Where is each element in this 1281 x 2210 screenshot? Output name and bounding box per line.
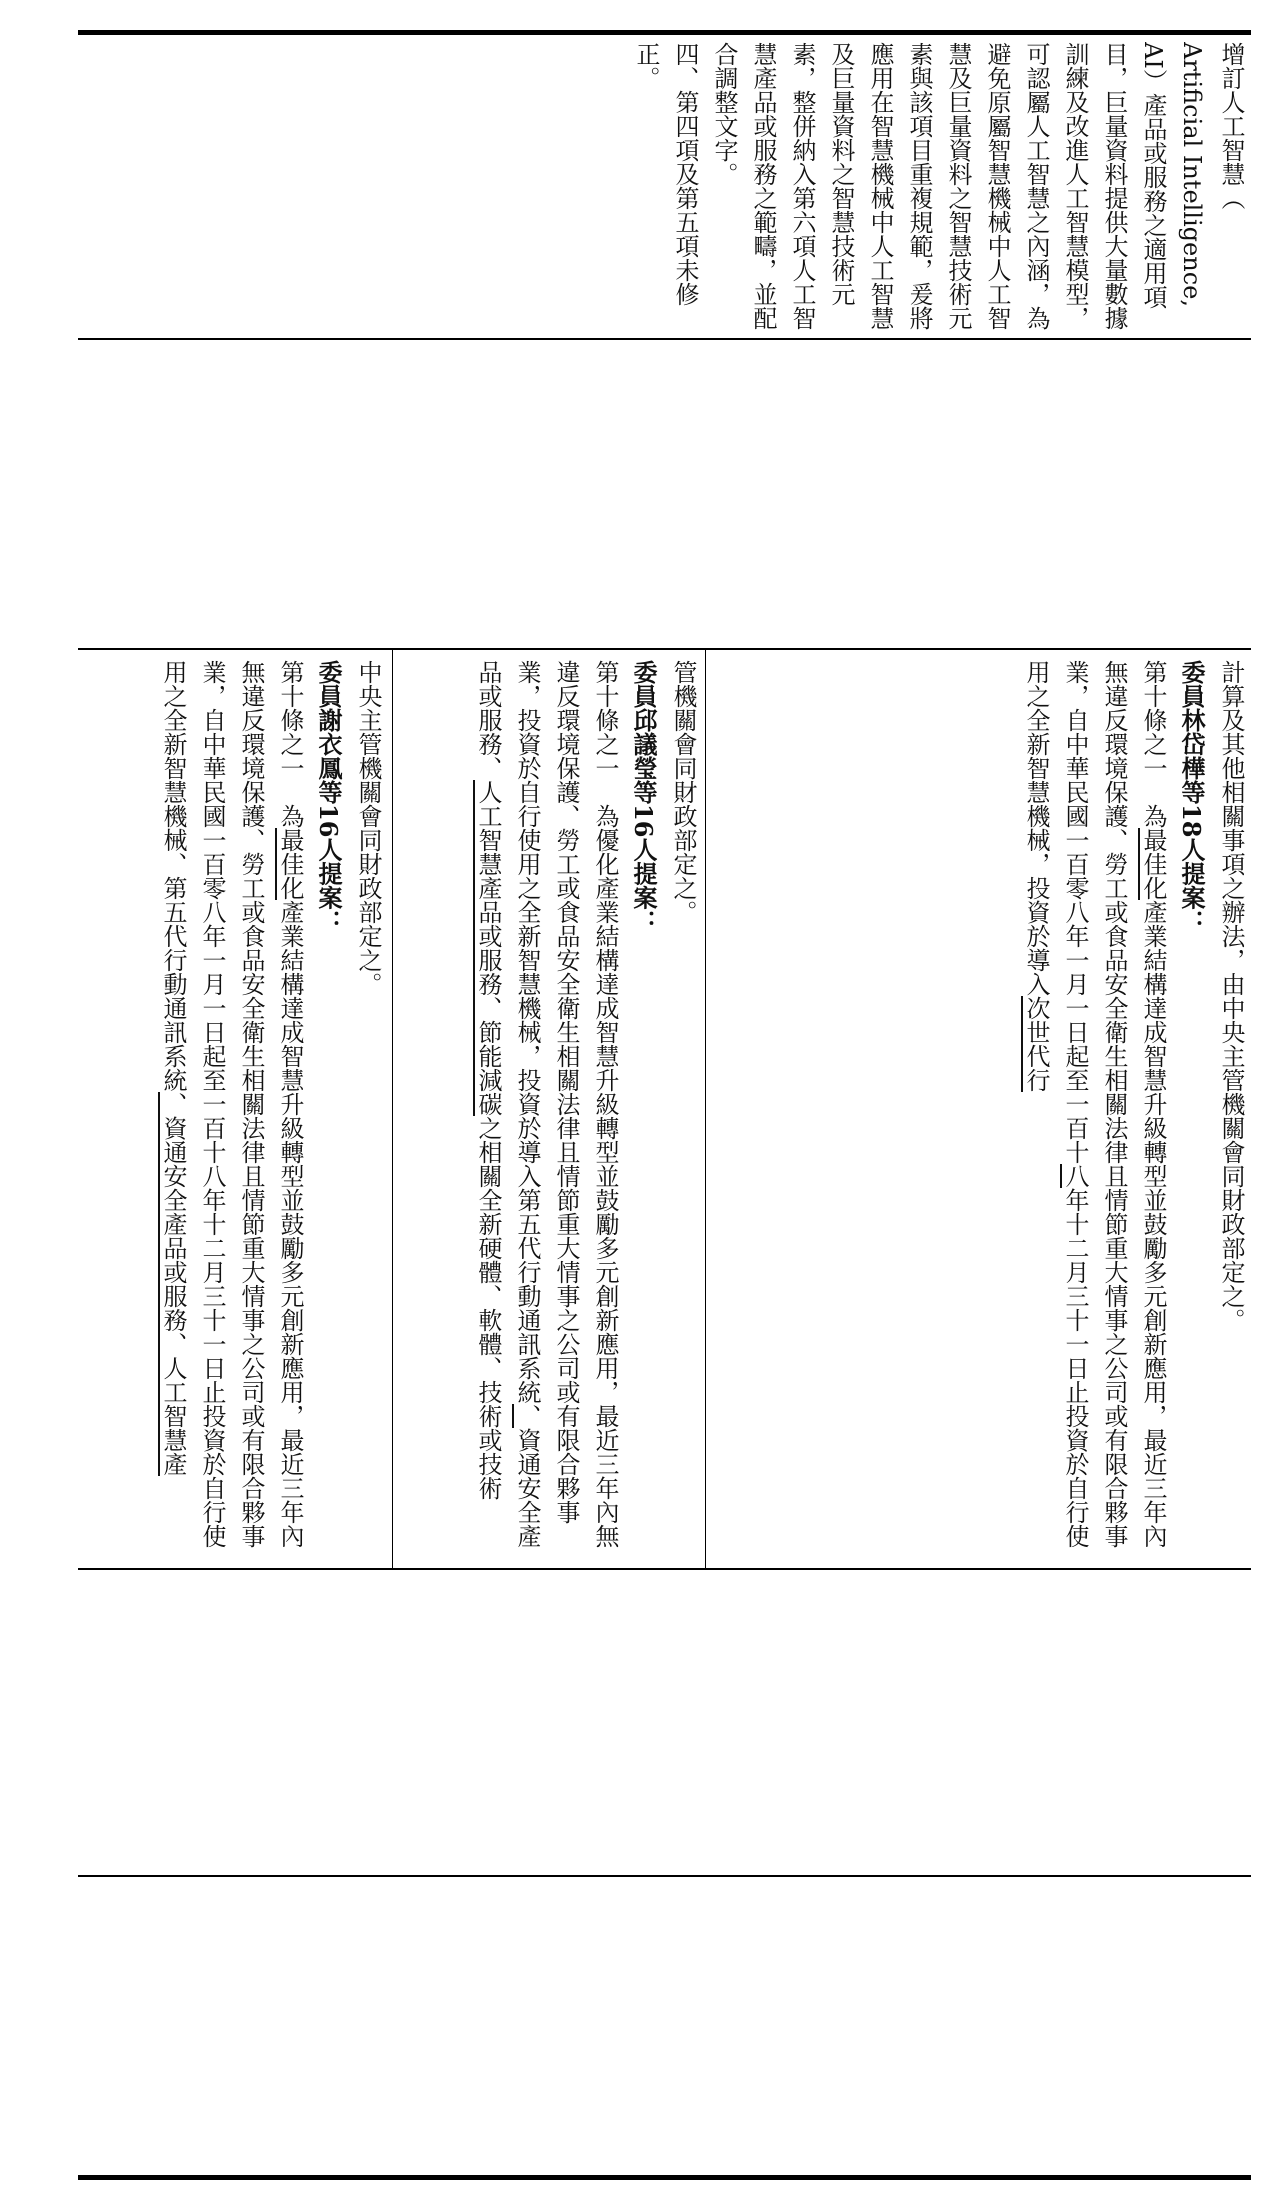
top-right-line-1: 增訂人工智慧（ [1217,42,1245,210]
rule-low-band [78,1875,1251,1877]
rule-mid-row-bottom [78,1568,1251,1570]
mid-left-pre: 計算及其他相關事項之辦法，由中央主管機關會同財政部定之。 [1217,660,1245,1332]
mid-middle-body: 第十條之一 為優化產業結構達成智慧升級轉型並鼓勵多元創新應用，最近三年內無違反環境保護、勞工或食品安全衛生相關法律且情節重大情事之公司或有限合夥事業，投資於自行使用之全新智慧機械，投資於導入第五代行動通訊系統、資通安全產品或服務、人工智慧產品或服務、節能減碳之相關全新硬體、軟體、技術或技術 [474,660,619,1548]
top-right-line-3: 四、第四項及第五項未修正。 [632,42,699,306]
divider-mid-2 [705,648,706,1570]
cell-top-right [250,42,1250,332]
mid-right-body: 第十條之一 為最佳化產業結構達成智慧升級轉型並鼓勵多元創新應用，最近三年內無違反環境保護、勞工或食品安全衛生相關法律且情節重大情事之公司或有限合夥事業，自中華民國一百零八年一月一日起至一百十八年十二月三十一日止投資於自行使用之全新智慧機械、第五代行動通訊系統、資通安全產品或服務、人工智慧產 [159,660,304,1548]
mid-middle-heading: 委員邱議瑩等16人提案： [629,660,658,934]
cell-mid-left [710,660,1250,1562]
divider-mid-1 [392,648,393,1570]
rule-bottom-band [78,2175,1251,2180]
rule-top-band-left [78,30,1251,35]
top-right-line-2: Artificial Intelligence, AI）產品或服務之適用項目，巨量資料提供大量數據訓練及改進人工智慧模型，可認屬人工智慧之內涵，為避免原屬智慧機械中人工智慧及巨量資料之智慧技術元素與該項目重複規範，爰將應用在智慧機械中人工智慧及巨量資料之智慧技術元素，整併納入第六項人工智慧產品或服務之範疇，並配合調整文字。 [710,42,1206,330]
cell-mid-middle [397,660,702,1562]
cell-mid-right [82,660,387,1562]
mid-right-pre: 中央主管機關會同財政部定之。 [354,660,382,996]
mid-left-heading: 委員林岱樺等18人提案： [1177,660,1206,934]
rule-top-row-bottom [78,338,1251,340]
mid-right-heading: 委員謝衣鳳等16人提案： [314,660,343,934]
mid-left-body: 第十條之一 為最佳化產業結構達成智慧升級轉型並鼓勵多元創新應用，最近三年內無違反環境保護、勞工或食品安全衛生相關法律且情節重大情事之公司或有限合夥事業，自中華民國一百零八年一月一日起至一百十八年十二月三十一日止投資於自行使用之全新智慧機械，投資於導入次世代行 [1022,660,1167,1548]
mid-middle-pre: 管機關會同財政部定之。 [669,660,697,924]
rule-mid-row-top [78,648,1251,650]
